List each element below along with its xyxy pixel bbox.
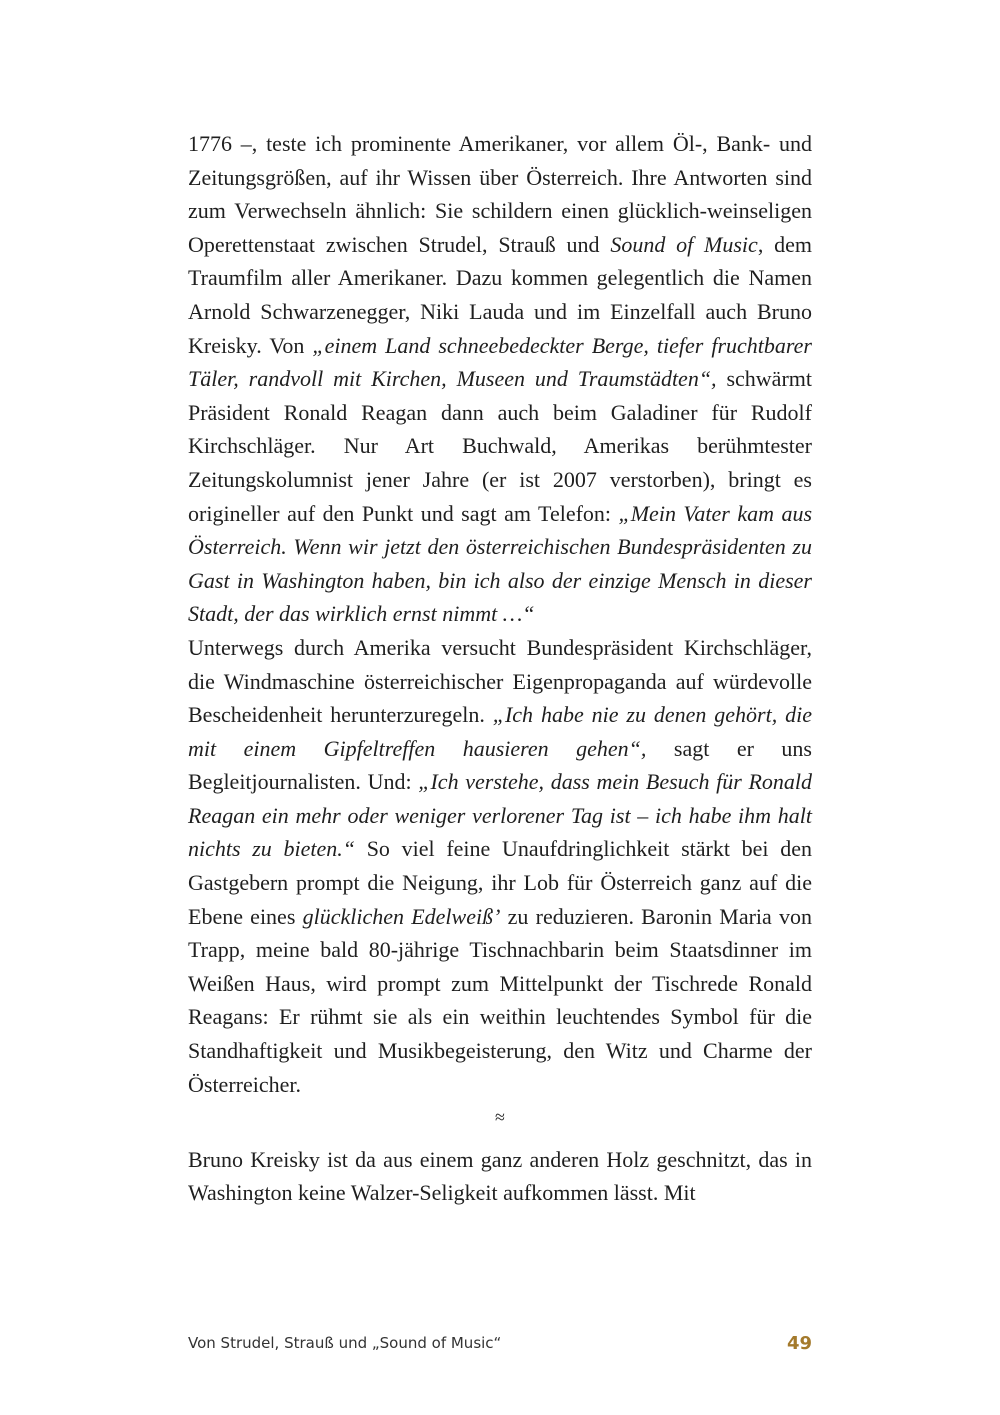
text-run: 1776 –, teste ich prominente Amerikaner, vor allem Öl-, Bank- und Zeitungsgrößen, auf ihr Wissen über Österreich. Ihre Antworten sind zum Verwechseln ähnlich: Sie schildern einen glücklich-weinseligen Operettenstaat zwischen Strudel, Strauß und	[188, 131, 812, 257]
italic-title: Sound of Music	[610, 231, 758, 257]
paragraph-1	[188, 127, 812, 631]
page-footer	[188, 1329, 812, 1357]
section-separator: ≈	[495, 1107, 505, 1128]
running-title: Von Strudel, Strauß und „Sound of Music“	[188, 1334, 502, 1352]
italic-phrase: glücklichen Edelweiß’	[302, 903, 501, 929]
text-run: schwärmt Präsident Ronald Reagan dann auch beim Galadiner für Rudolf Kirchschläger. Nur Art Buchwald, Amerikas berühmtester Zeitungskolumnist jener Jahre (er ist 2007 verstorben), bringt es origineller auf den Punkt und sagt am Telefon:	[188, 366, 812, 526]
paragraph-3: Bruno Kreisky ist da aus einem ganz anderen Holz geschnitzt, das in Washington keine Walzer-Seligkeit aufkommen lässt. Mit	[188, 1146, 812, 1206]
text-run: , dem Traumfilm aller Amerikaner. Dazu kommen gelegentlich die Namen Arnold Schwarzenegger, Niki Lauda und im Einzelfall auch Bruno Kreisky. Von	[188, 231, 812, 358]
buchwald-quote: „Mein Vater kam aus Österreich. Wenn wir jetzt den österreichischen Bundespräsidenten zu Gast in Washington haben, bin ich also der einzige Mensch in dieser Stadt, der das wirklich ernst nimmt …“	[188, 500, 813, 627]
page-number: 49	[786, 1332, 812, 1354]
text-run: zu reduzieren. Baronin Maria von Trapp, meine bald 80-jährige Tischnachbarin beim Staatsdinner im Weißen Haus, wird prompt zum Mittelpunkt der Tischrede Ronald Reagans: Er rühmt sie als ein weithin leuchtendes Symbol für die Standhaftigkeit und Musikbegeisterung, den Witz und Charme der Österreicher.	[188, 903, 812, 1097]
page-body	[188, 127, 812, 1210]
kirchschlaeger-quote-2: „Ich verstehe, dass mein Besuch für Ronald Reagan ein mehr oder weniger verlorener Tag ist – ich habe ihm halt nichts zu bieten.“	[188, 769, 813, 862]
paragraph-2	[188, 631, 812, 1101]
text-run: Unterwegs durch Amerika versucht Bundespräsident Kirchschläger, die Windmaschine österreichischer Eigenpropaganda auf würdevolle Bescheidenheit herunterzuregeln.	[188, 634, 812, 728]
text-run: So viel feine Unaufdringlichkeit stärkt bei den Gastgebern prompt die Neigung, ihr Lob für Österreich ganz auf die Ebene eines	[188, 836, 812, 929]
kirchschlaeger-quote-1: „Ich habe nie zu denen gehört, die mit einem Gipfeltreffen hausieren gehen“,	[188, 702, 813, 761]
reagan-quote: „einem Land schneebedeckter Berge, tiefer fruchtbarer Täler, randvoll mit Kirchen, Museen und Traumstädten“,	[188, 332, 812, 392]
text-run: sagt er uns Begleitjournalisten. Und:	[188, 735, 812, 795]
